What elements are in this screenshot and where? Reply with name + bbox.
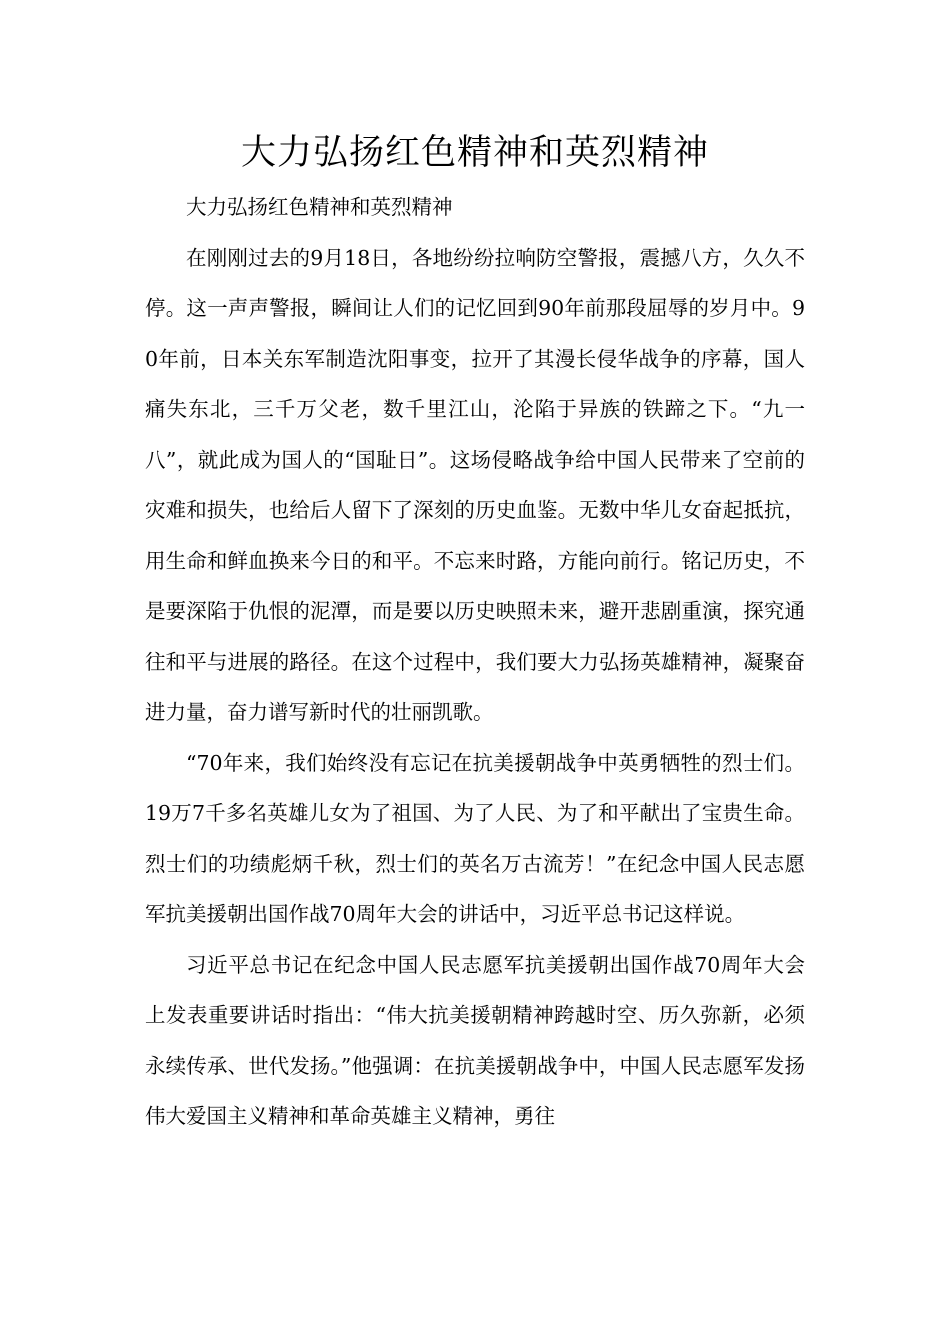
paragraph: 习近平总书记在纪念中国人民志愿军抗美援朝出国作战70周年大会上发表重要讲话时指出：“伟大抗美援朝精神跨越时空、历久弥新，必须永续传承、世代发扬。”他强调：在抗美援朝战争中，中国人民志愿军发扬伟大爱国主义精神和革命英雄主义精神，勇往 <box>145 952 805 1128</box>
paragraph: “70年来，我们始终没有忘记在抗美援朝战争中英勇牺牲的烈士们。19万7千多名英雄儿女为了祖国、为了人民、为了和平献出了宝贵生命。烈士们的功绩彪炳千秋，烈士们的英名万古流芳！”在纪念中国人民志愿军抗美援朝出国作战70周年大会的讲话中，习近平总书记这样说。 <box>145 750 805 926</box>
document-subtitle: 大力弘扬红色精神和英烈精神 <box>186 195 453 219</box>
document-title: 大力弘扬红色精神和英烈精神 <box>240 133 709 173</box>
document-body <box>145 182 805 1142</box>
paragraph: 在刚刚过去的9月18日，各地纷纷拉响防空警报，震撼八方，久久不停。这一声声警报，瞬间让人们的记忆回到90年前那段屈辱的岁月中。90年前，日本关东军制造沈阳事变，拉开了其漫长侵华战争的序幕，国人痛失东北，三千万父老，数千里江山，沦陷于异族的铁蹄之下。“九一八”，就此成为国人的“国耻日”。这场侵略战争给中国人民带来了空前的灾难和损失，也给后人留下了深刻的历史血鉴。无数中华儿女奋起抵抗，用生命和鲜血换来今日的和平。不忘来时路，方能向前行。铭记历史，不是要深陷于仇恨的泥潭，而是要以历史映照未来，避开悲剧重演，探究通往和平与进展的路径。在这个过程中，我们要大力弘扬英雄精神，凝聚奋进力量，奋力谱写新时代的壮丽凯歌。 <box>145 245 805 724</box>
